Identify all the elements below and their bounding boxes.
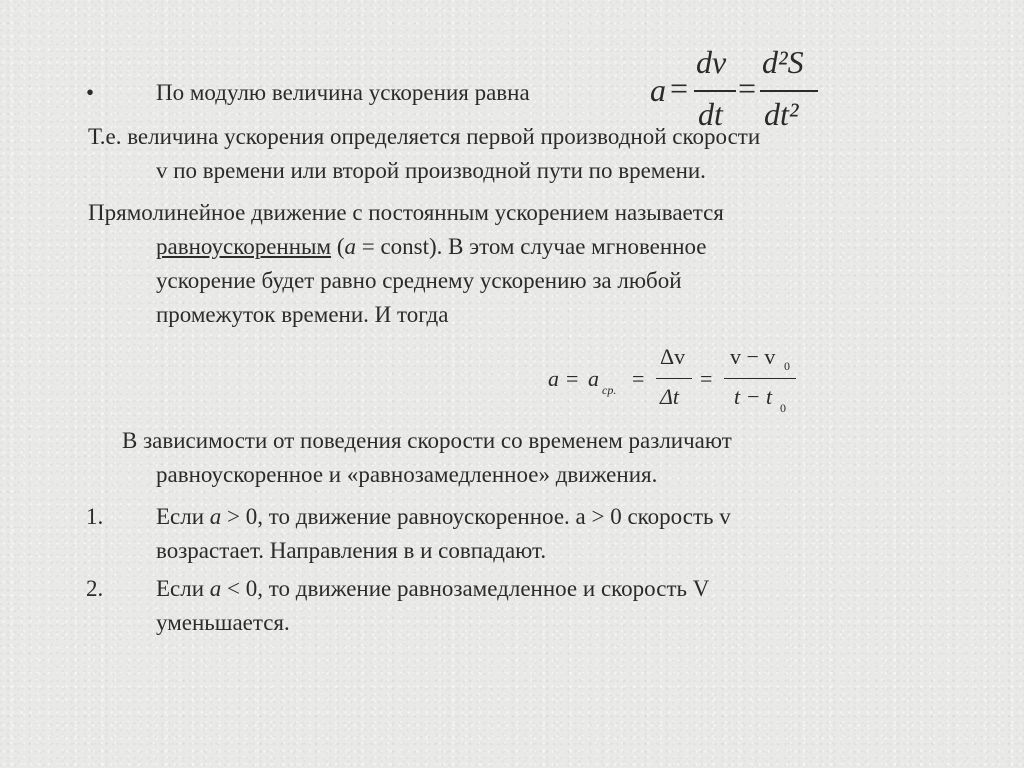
formula2-eq2: = <box>632 366 645 391</box>
item2-line1 <box>156 572 709 606</box>
formula2-fraction-bar-2 <box>724 378 796 379</box>
bullet-marker: • <box>86 80 95 105</box>
para1-line2: v по времени или второй производной пути по времени. <box>156 158 706 183</box>
formula2-a: a <box>548 366 559 391</box>
para2-line3: ускорение будет равно среднему ускорению за любой <box>156 268 682 293</box>
formula2-eq3: = <box>700 366 713 391</box>
item2-pre: Если <box>156 576 210 601</box>
formula1-dt: dt <box>698 96 723 132</box>
item2-number: 2. <box>86 576 104 601</box>
formula1-a: a <box>650 72 666 108</box>
item1-a-symbol: a <box>209 504 222 529</box>
para2-paren: ( <box>331 234 345 259</box>
item1-rest: > 0, то движение равноускоренное. a > 0 скорость v <box>221 504 731 529</box>
formula2-dt: Δt <box>660 384 680 409</box>
formula1-d2s: d²S <box>762 44 804 80</box>
item1-line2: возрастает. Направления в и совпадают. <box>156 538 547 563</box>
formula1-fraction-bar-2 <box>760 90 818 92</box>
formula2-den-sub: 0 <box>780 401 786 415</box>
formula2-acp-sub: ср. <box>602 383 617 397</box>
para2-line2-rest: = const). В этом случае мгновенное <box>355 234 707 259</box>
formula2-fraction-bar-1 <box>656 378 692 379</box>
term-uniformly-accelerated: равноускоренным <box>156 234 332 259</box>
formula1-dv: dv <box>696 44 727 80</box>
para2-line1: Прямолинейное движение с постоянным ускорением называется <box>88 200 724 225</box>
item2-line2: уменьшается. <box>156 610 290 635</box>
para2-a-symbol: a <box>344 234 356 259</box>
formula2-acp: a <box>588 366 599 391</box>
formula1-fraction-bar-1 <box>694 90 736 92</box>
line-acceleration-modulus-text: По модулю величина ускорения равна <box>156 80 530 105</box>
formula2-eq1: = <box>566 366 579 391</box>
item1-number: 1. <box>86 504 104 529</box>
formula2-dv: Δv <box>660 344 686 369</box>
formula2-num: v − v <box>730 344 776 369</box>
para2-line2 <box>156 230 707 264</box>
formula1-dt2: dt² <box>764 96 799 132</box>
formula1-eq2: = <box>738 70 757 106</box>
para3-line2: равноускоренное и «равнозамедленное» движения. <box>156 462 658 487</box>
item1-pre: Если <box>156 504 210 529</box>
item2-rest: < 0, то движение равнозамедленное и скорость V <box>221 576 710 601</box>
para1-line1: Т.е. величина ускорения определяется первой производной скорости <box>88 124 761 149</box>
para2-line4: промежуток времени. И тогда <box>156 302 449 327</box>
item2-a-symbol: a <box>209 576 222 601</box>
formula1-eq1: = <box>670 70 689 106</box>
formula-average-acceleration <box>548 344 808 420</box>
formula2-den: t − t <box>734 384 773 409</box>
item1-line1 <box>156 500 731 534</box>
para3-line1: В зависимости от поведения скорости со временем различают <box>122 428 732 453</box>
formula2-num-sub: 0 <box>784 359 790 373</box>
